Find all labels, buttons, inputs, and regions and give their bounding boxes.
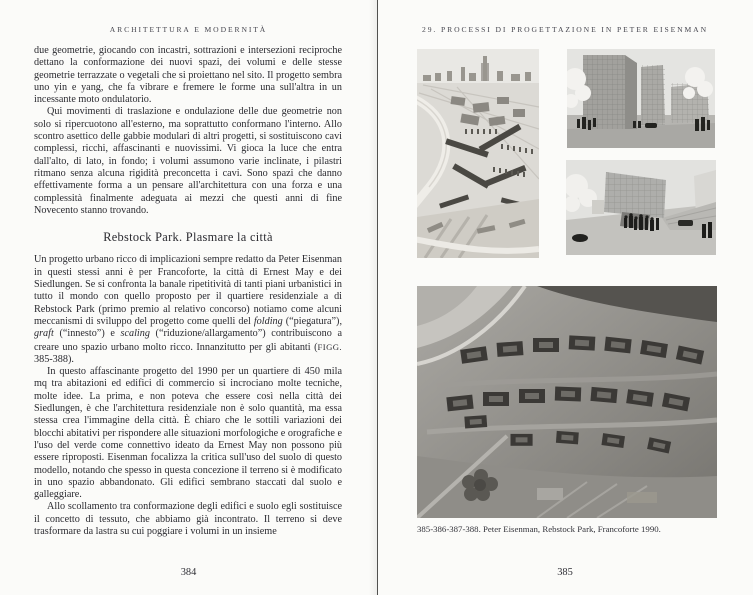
figure-caption: 385-386-387-388. Peter Eisenman, Rebstock Park, Francoforte 1990. [417,524,661,534]
left-text-column [34,45,342,538]
page-gutter-line [377,0,378,595]
left-page-number: 384 [180,567,197,578]
text-segment: (“piegatura”), [282,315,343,327]
paragraph: Allo scollamento tra conformazione degli edifici e suolo egli sostituisce il concetto di tessuto, che abbiamo già incontrato. Il terreno si deve trasformare da lastra su cui poggiare i volumi in un insieme [34,501,342,537]
text-segment: (“riduzione/allargamento”) contribuiscono a creare uno spazio urbano molto ricco. Innanzitutto per gli abitanti ( [34,328,342,353]
italic-term-graft: graft [34,328,54,340]
text-segment: Un progetto urbano ricco di implicazioni sempre redatto da Peter Eisenman in questi stessi anni è per Francoforte, la città di Ernest May e dei Siedlungen. Se si confronta la banale ripetitività di tanti piani urbanistici in tutto il mondo con quello proposto per il quartiere residenziale a di Rebstock Park (primo premio al relativo concorso) notiamo come alcuni meccanismi di sviluppo del progetto come quelli del [34,254,342,327]
italic-term-scaling: scaling [120,328,150,340]
figure-386-towers-rendering [567,49,715,148]
right-page-number: 385 [557,567,573,578]
right-running-head: 29. PROCESSI DI PROGETTAZIONE IN PETER EISENMAN [422,25,708,34]
figure-reference: FIGG. [317,341,342,352]
italic-term-folding: folding [253,315,283,327]
gutter-shading [369,0,377,595]
text-segment: 385-388). [34,353,74,365]
slab-rendering-image [566,160,716,255]
site-model-image [417,286,717,518]
text-segment: (“innesto”) e [53,328,121,340]
section-heading: Rebstock Park. Plasmare la città [103,230,273,245]
aerial-perspective-image [417,49,539,258]
figure-387-slab-rendering [566,160,716,255]
paragraph: Qui movimenti di traslazione e ondulazione delle due geometrie non solo si ripercuotono all'esterno, ma soprattutto conformano l'interno. Allo scontro asettico delle gabbie modulari di altri progetti, si sostituiscono cavi complessi, ricchi, affascinanti e nuovissimi. Vi gioca la luce che entra dall'alto, di lato, in fondo; i volumi assumono varie inclinate, i pilastri ritmano senza alcuna rigidità preconcetta i cavi. Sono spazi che danno effettivamente forma a un pensare all'architettura con una forza e una complessità finalmente adeguata ai mezzi che questi anni di fine Novecento stanno trovando. [34,106,342,216]
figure-388-site-model-photo [417,286,717,518]
paragraph: due geometrie, giocando con incastri, sottrazioni e intersezioni reciproche dettano la conformazione dei nuovi spazi, dei volumi e delle stesse geometrie terrazzate o vegetali che si proiettano nel sito. Il progetto sembra uno yin e yang, che fa vibrare e fremere le forme una sull'altra in un incessante moto ondulatorio. [34,45,342,106]
figure-385-aerial-perspective-drawing [417,49,539,258]
left-running-head: ARCHITETTURA E MODERNITÀ [109,25,268,34]
towers-rendering-image [567,49,715,148]
paragraph [34,254,342,366]
right-page [377,0,753,595]
paragraph: In questo affascinante progetto del 1990 per un quartiere di 450 mila mq tra abitazioni ed edifici di commercio si incrociano molte tecniche, molte idee. La prima, e non poteva che essere così nella città dei Siedlungen, è che l'architettura residenziale non è solo quantità, ma essa stessa crea l'immagine della città. È chiaro che le sottili variazioni dei blocchi abitativi per rispondere alle situazioni morfologiche e orografiche e l'uso del verde come connettivo ideato da Ernest May non possono più essere riproposti. Eisenman focalizza la critica sull'uso del suolo di questo modello, notando che spesso in questa concezione il terreno si è modificato in uno spazio abbandonato. Gli edifici sembrano staccati dal suolo e galleggiare. [34,366,342,501]
